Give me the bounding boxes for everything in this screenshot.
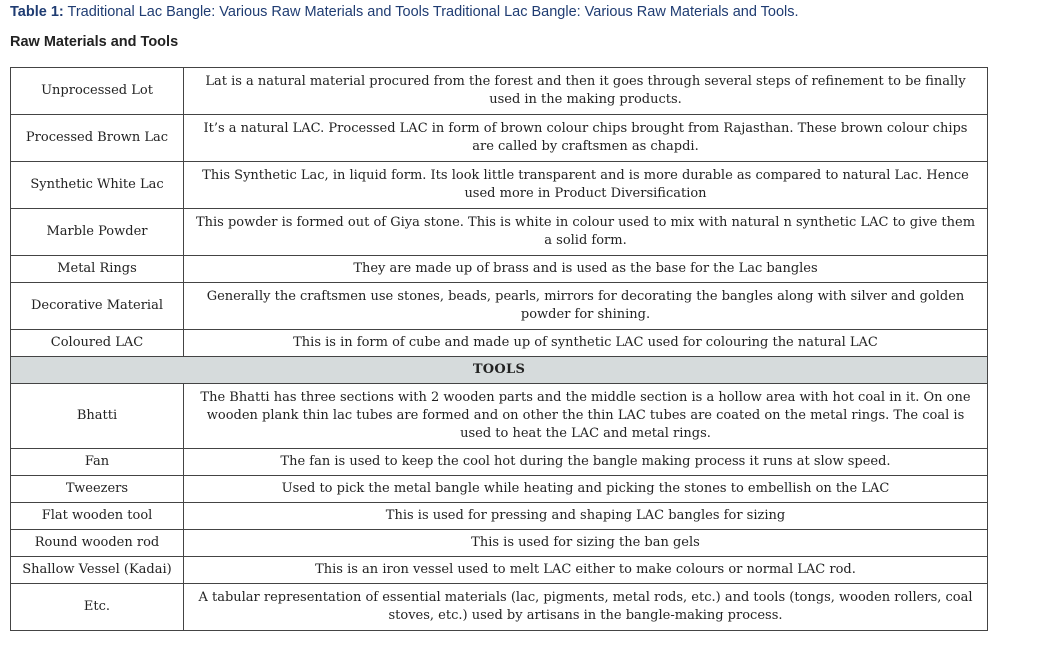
table-row <box>11 68 988 115</box>
item-name: Metal Rings <box>11 256 184 283</box>
item-description: This is in form of cube and made up of synthetic LAC used for colouring the natural LAC <box>184 330 988 357</box>
item-description: This is an iron vessel used to melt LAC either to make colours or normal LAC rod. <box>184 557 988 584</box>
item-name: Etc. <box>11 584 184 631</box>
tools-section-row <box>11 357 988 384</box>
item-description: Generally the craftsmen use stones, beads, pearls, mirrors for decorating the bangles along with silver and golden powder for shining. <box>184 283 988 330</box>
table-row <box>11 476 988 503</box>
table-row <box>11 449 988 476</box>
item-description: This is used for pressing and shaping LAC bangles for sizing <box>184 503 988 530</box>
item-description: It’s a natural LAC. Processed LAC in form of brown colour chips brought from Rajasthan. These brown colour chips are called by craftsmen as chapdi. <box>184 115 988 162</box>
section-heading: Raw Materials and Tools <box>10 34 179 50</box>
item-name: Marble Powder <box>11 209 184 256</box>
materials-tools-table <box>10 67 988 631</box>
item-description: This powder is formed out of Giya stone. This is white in colour used to mix with natural n synthetic LAC to give them a solid form. <box>184 209 988 256</box>
item-name: Tweezers <box>11 476 184 503</box>
table-row <box>11 209 988 256</box>
table-row <box>11 584 988 631</box>
item-name: Fan <box>11 449 184 476</box>
table-row <box>11 256 988 283</box>
table-row <box>11 283 988 330</box>
item-description: This Synthetic Lac, in liquid form. Its look little transparent and is more durable as compared to natural Lac. Hence used more in Product Diversification <box>184 162 988 209</box>
item-name: Coloured LAC <box>11 330 184 357</box>
table-row <box>11 162 988 209</box>
item-name: Round wooden rod <box>11 530 184 557</box>
item-name: Decorative Material <box>11 283 184 330</box>
item-description: This is used for sizing the ban gels <box>184 530 988 557</box>
table-row <box>11 557 988 584</box>
table-row <box>11 384 988 449</box>
item-name: Shallow Vessel (Kadai) <box>11 557 184 584</box>
item-description: Used to pick the metal bangle while heating and picking the stones to embellish on the LAC <box>184 476 988 503</box>
item-description: Lat is a natural material procured from the forest and then it goes through several steps of refinement to be finally used in the making products. <box>184 68 988 115</box>
item-name: Processed Brown Lac <box>11 115 184 162</box>
item-name: Unprocessed Lot <box>11 68 184 115</box>
table-row <box>11 530 988 557</box>
item-description: A tabular representation of essential materials (lac, pigments, metal rods, etc.) and tools (tongs, wooden rollers, coal stoves, etc.) used by artisans in the bangle-making process. <box>184 584 988 631</box>
item-description: The Bhatti has three sections with 2 wooden parts and the middle section is a hollow area with hot coal in it. On one wooden plank thin lac tubes are formed and on other the thin LAC tubes are coated on the metal rings. The coal is used to heat the LAC and metal rings. <box>184 384 988 449</box>
table-caption-label: Table 1: <box>10 4 64 20</box>
table-row <box>11 503 988 530</box>
table-caption-text: Traditional Lac Bangle: Various Raw Materials and Tools Traditional Lac Bangle: Various Raw Materials and Tools. <box>67 4 799 20</box>
item-name: Flat wooden tool <box>11 503 184 530</box>
item-name: Synthetic White Lac <box>11 162 184 209</box>
table-row <box>11 330 988 357</box>
item-description: They are made up of brass and is used as the base for the Lac bangles <box>184 256 988 283</box>
table-row <box>11 115 988 162</box>
item-description: The fan is used to keep the cool hot during the bangle making process it runs at slow speed. <box>184 449 988 476</box>
tools-section-heading: TOOLS <box>11 357 988 384</box>
item-name: Bhatti <box>11 384 184 449</box>
table-caption <box>10 4 799 20</box>
